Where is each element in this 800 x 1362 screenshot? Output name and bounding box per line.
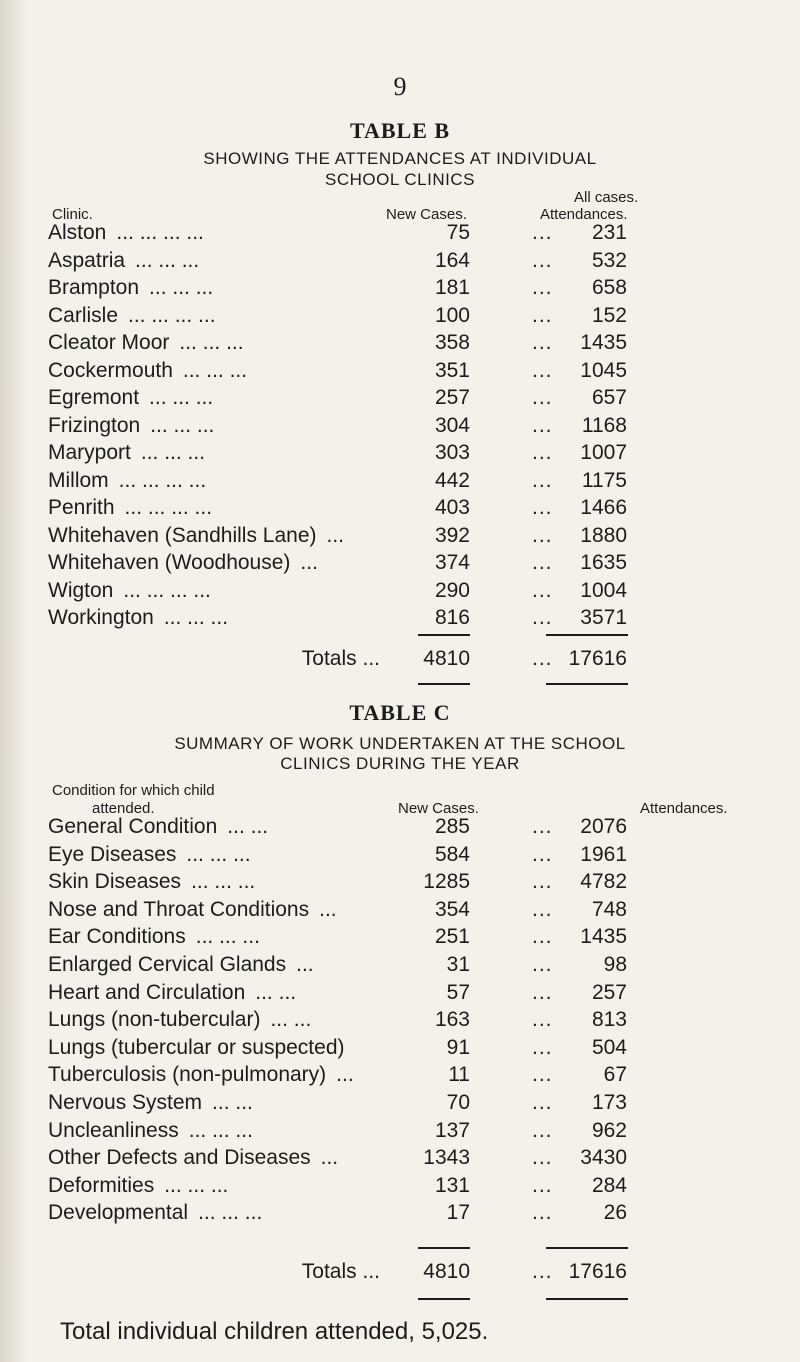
- table-b-row-leader-dots: ... ... ...: [135, 248, 200, 272]
- table-b-row-attendances: 658: [591, 276, 627, 299]
- table-b-row-attendances: 152: [591, 303, 627, 327]
- table-c-row-name: [48, 840, 251, 870]
- table-c-title: TABLE C: [349, 700, 451, 725]
- table-b-row-name: [48, 301, 216, 331]
- table-c-row-label: Other Defects and Diseases: [48, 1146, 311, 1170]
- table-b-row: [0, 576, 800, 606]
- table-b-row-label: Penrith: [48, 496, 115, 519]
- table-b-row-dots: ...: [532, 358, 553, 382]
- table-c-row-attendances: 504: [591, 1035, 627, 1059]
- table-b-row-dots: ...: [532, 413, 553, 437]
- table-c-row-new-cases: 11: [448, 1063, 470, 1087]
- table-b-row-dots: ...: [532, 276, 553, 299]
- table-c-row-dots: ...: [532, 870, 553, 894]
- table-b-row-leader-dots: ... ... ...: [149, 386, 214, 409]
- table-b-row-label: Wigton: [48, 578, 114, 602]
- table-b-row-dots: ...: [532, 303, 553, 327]
- table-c-totals-new: 4810: [423, 1260, 470, 1283]
- table-b-row-attendances: 1045: [580, 358, 627, 382]
- table-b-row-dots: ...: [532, 496, 553, 519]
- table-b-row: [0, 301, 800, 331]
- table-c-row-name: [48, 895, 337, 925]
- table-b-row-name: [48, 246, 199, 276]
- table-c-row-dots: ...: [532, 953, 553, 976]
- table-b-row-new-cases: 374: [434, 551, 470, 574]
- table-b-row: [0, 438, 800, 468]
- table-c-row-label: Nervous System: [48, 1091, 203, 1114]
- footer-total-children: Total individual children attended, 5,025.: [60, 1318, 489, 1345]
- table-b-row-attendances: 231: [591, 221, 627, 244]
- table-b-row: [0, 493, 800, 523]
- table-c-row-dots: ...: [532, 980, 553, 1004]
- table-b-row-label: Alston: [48, 221, 107, 244]
- table-c-row: [0, 1088, 800, 1118]
- table-b-row-label: Whitehaven (Woodhouse): [48, 551, 291, 574]
- table-c-row: [0, 1171, 800, 1201]
- table-b-row-dots: ...: [532, 578, 553, 602]
- table-c-row-attendances: 26: [603, 1201, 627, 1225]
- table-b-row-dots: ...: [532, 606, 553, 629]
- table-c-row-new-cases: 91: [446, 1035, 470, 1059]
- table-c-row-dots: ...: [532, 1173, 553, 1197]
- table-b-totals-label: Totals ...: [301, 647, 380, 670]
- table-b-row-name: [48, 411, 214, 441]
- table-c-row-label: Ear Conditions: [48, 925, 186, 949]
- table-b-sum-rule-new: [418, 634, 470, 636]
- table-b-row-attendances: 1466: [580, 496, 627, 519]
- table-b-row-name: [48, 328, 244, 358]
- table-b-row-dots: ...: [532, 386, 553, 409]
- table-c-row: [0, 895, 800, 925]
- table-c-header-condition-line1: Condition for which child: [52, 782, 215, 799]
- table-b-row-name: [48, 356, 247, 386]
- table-b-row-label: Maryport: [48, 441, 131, 464]
- table-b-row-attendances: 3571: [580, 606, 627, 629]
- table-b-row-dots: ...: [532, 331, 553, 354]
- table-c-row-leader-dots: ...: [336, 1063, 354, 1087]
- table-b-row-dots: ...: [532, 441, 553, 464]
- table-c-sum-rule-new: [418, 1247, 470, 1249]
- table-b-row-leader-dots: ...: [326, 523, 345, 547]
- table-c-row-attendances: 67: [603, 1063, 627, 1087]
- table-c-row: [0, 978, 800, 1008]
- table-c-row-label: Uncleanliness: [48, 1118, 179, 1142]
- table-c-row-attendances: 4782: [580, 870, 627, 894]
- table-b-row-attendances: 1007: [580, 441, 627, 464]
- table-c-row-label: Lungs (tubercular or suspected): [48, 1035, 345, 1059]
- table-c-row-new-cases: 70: [446, 1091, 470, 1114]
- table-c-row-name: [48, 1198, 262, 1228]
- table-c-row-leader-dots: ... ...: [270, 1008, 312, 1032]
- table-c-totals-attendances: 17616: [568, 1260, 627, 1283]
- table-b-row-name: [48, 466, 206, 496]
- table-b-row-leader-dots: ...: [300, 551, 318, 574]
- table-b-totals-row: [0, 644, 800, 674]
- table-c-row-new-cases: 131: [434, 1173, 470, 1197]
- table-c-row-attendances: 1961: [580, 842, 627, 866]
- table-c-row-attendances: 98: [603, 953, 627, 976]
- table-b-row-new-cases: 816: [434, 606, 470, 629]
- table-c-row-leader-dots: ... ... ...: [191, 870, 256, 894]
- table-c-row-leader-dots: ... ... ...: [164, 1173, 229, 1197]
- table-c-subtitle-line2: CLINICS DURING THE YEAR: [280, 754, 520, 773]
- table-c-row-label: Heart and Circulation: [48, 980, 246, 1004]
- table-b-row-new-cases: 181: [434, 276, 470, 299]
- table-c-row-attendances: 173: [591, 1091, 627, 1114]
- table-b-row-name: [48, 438, 205, 468]
- table-c-row-dots: ...: [532, 1118, 553, 1142]
- table-b-row: [0, 383, 800, 413]
- table-b-row-dots: ...: [532, 248, 553, 272]
- table-c-row-new-cases: 31: [446, 953, 470, 976]
- table-b-row-attendances: 1635: [580, 551, 627, 574]
- table-c-header-new: New Cases.: [398, 800, 479, 817]
- table-c-totals-dots: ...: [532, 1260, 553, 1283]
- table-c-row: [0, 812, 800, 842]
- table-b-subtitle-line2: SCHOOL CLINICS: [325, 170, 475, 189]
- table-b-sum-rule-attendances: [546, 634, 628, 636]
- table-b-row-attendances: 1435: [580, 331, 627, 354]
- table-c-row-leader-dots: ... ... ...: [188, 1118, 253, 1142]
- table-b-row-attendances: 1004: [580, 578, 627, 602]
- table-c-row-name: [48, 978, 296, 1008]
- table-c-row: [0, 922, 800, 952]
- table-b-row-attendances: 1168: [581, 413, 627, 437]
- table-b-row-leader-dots: ... ... ... ...: [116, 221, 204, 244]
- table-c-row-dots: ...: [532, 897, 553, 921]
- table-b-row-label: Aspatria: [48, 248, 126, 272]
- table-c-row-label: Nose and Throat Conditions: [48, 897, 310, 921]
- table-b-row-dots: ...: [532, 523, 553, 547]
- table-c-row-leader-dots: ... ...: [227, 815, 269, 838]
- table-c-row-leader-dots: ... ...: [255, 980, 297, 1004]
- table-c-row-attendances: 3430: [580, 1146, 627, 1170]
- table-c-row-new-cases: 1343: [423, 1146, 470, 1170]
- table-c-row-attendances: 813: [591, 1008, 627, 1032]
- table-c-row-leader-dots: ...: [320, 1146, 339, 1170]
- table-c-row-name: [48, 867, 255, 897]
- table-b-row: [0, 411, 800, 441]
- table-b-row-new-cases: 75: [446, 221, 470, 244]
- table-b-row: [0, 521, 800, 551]
- table-b-row-new-cases: 290: [434, 578, 470, 602]
- table-c-row-new-cases: 251: [434, 925, 470, 949]
- table-b-row-new-cases: 164: [434, 248, 470, 272]
- table-c-row-name: [48, 1060, 354, 1090]
- table-c-row-new-cases: 17: [446, 1201, 470, 1225]
- table-b-row-name: [48, 493, 212, 523]
- table-b-row-leader-dots: ... ... ... ...: [128, 303, 216, 327]
- table-c-row-leader-dots: ... ... ...: [195, 925, 260, 949]
- table-c-row-label: Tuberculosis (non-pulmonary): [48, 1063, 327, 1087]
- table-c-row: [0, 867, 800, 897]
- table-c-row-name: [48, 950, 314, 980]
- table-b-row: [0, 246, 800, 276]
- table-c-row-attendances: 257: [591, 980, 627, 1004]
- table-b-totals-dots: ...: [532, 647, 553, 670]
- table-b-row-label: Egremont: [48, 386, 140, 409]
- table-c-sum-rule-attendances: [546, 1247, 628, 1249]
- table-b-row-name: [48, 383, 213, 413]
- table-b-row-new-cases: 442: [434, 468, 470, 492]
- table-b-title: TABLE B: [349, 118, 451, 143]
- table-b-totals-attendances: 17616: [568, 647, 627, 670]
- table-c-row-label: Skin Diseases: [48, 870, 182, 894]
- table-c-row-name: [48, 812, 268, 842]
- table-c-row-attendances: 2076: [580, 815, 627, 838]
- table-c-row: [0, 840, 800, 870]
- table-b-header-attendances: Attendances.: [540, 206, 628, 223]
- table-b-row-name: [48, 218, 204, 248]
- table-c-row-dots: ...: [532, 1063, 553, 1087]
- table-c-row-attendances: 284: [591, 1173, 627, 1197]
- table-c-total-rule-attendances: [546, 1298, 628, 1300]
- table-b-row-leader-dots: ... ... ... ...: [118, 468, 207, 492]
- table-c-row-label: General Condition: [48, 815, 218, 838]
- table-c-row: [0, 1060, 800, 1090]
- table-b-row-label: Cockermouth: [48, 358, 173, 382]
- table-b-row-leader-dots: ... ... ...: [140, 441, 206, 464]
- table-c-row-new-cases: 285: [434, 815, 470, 838]
- table-b-row-label: Carlisle: [48, 303, 119, 327]
- table-b-row-name: [48, 603, 228, 633]
- table-b-row-name: [48, 273, 213, 303]
- table-c-row-new-cases: 163: [434, 1008, 470, 1032]
- table-b-row-new-cases: 351: [434, 358, 470, 382]
- page-number: 9: [393, 72, 407, 101]
- table-c-row: [0, 950, 800, 980]
- table-c-row-dots: ...: [532, 815, 553, 838]
- table-b-row-leader-dots: ... ... ...: [150, 413, 215, 437]
- table-c-row-dots: ...: [532, 925, 553, 949]
- table-b-row-leader-dots: ... ... ...: [163, 606, 229, 629]
- table-c-row-label: Deformities: [48, 1173, 155, 1197]
- table-b-row-new-cases: 257: [434, 386, 470, 409]
- table-b-row-new-cases: 392: [434, 523, 470, 547]
- table-c-row-new-cases: 137: [434, 1118, 470, 1142]
- table-b-row-label: Frizington: [48, 413, 141, 437]
- table-c-row-leader-dots: ...: [319, 897, 337, 921]
- table-b-header-all-cases: All cases.: [574, 189, 639, 206]
- table-c-row-new-cases: 354: [434, 897, 470, 921]
- table-c-row-attendances: 1435: [580, 925, 627, 949]
- table-b-row-label: Whitehaven (Sandhills Lane): [48, 523, 317, 547]
- table-c-row-name: [48, 1033, 355, 1063]
- table-b-header-new: New Cases.: [386, 206, 467, 223]
- table-c-row-label: Developmental: [48, 1201, 189, 1225]
- table-b-total-rule-new: [418, 683, 470, 685]
- table-b-row-dots: ...: [532, 468, 553, 492]
- table-c-row-name: [48, 1088, 253, 1118]
- table-c-row-name: [48, 1171, 228, 1201]
- table-c-row-label: Enlarged Cervical Glands: [48, 953, 287, 976]
- table-c-row-dots: ...: [532, 1035, 553, 1059]
- table-c-totals-label: Totals ...: [301, 1260, 380, 1283]
- table-c-row-name: [48, 922, 260, 952]
- table-b-row-leader-dots: ... ... ...: [182, 358, 248, 382]
- table-c-row-dots: ...: [532, 1146, 553, 1170]
- table-b-row-attendances: 657: [591, 386, 627, 409]
- table-b-row: [0, 328, 800, 358]
- table-b-row-new-cases: 358: [434, 331, 470, 354]
- table-b-row: [0, 548, 800, 578]
- table-c-row-leader-dots: ...: [296, 953, 314, 976]
- table-c-row-leader-dots: ... ... ...: [198, 1201, 263, 1225]
- table-b-row-name: [48, 548, 318, 578]
- table-c-row-leader-dots: ... ...: [212, 1091, 253, 1114]
- table-b-row-name: [48, 521, 344, 551]
- table-b-row-leader-dots: ... ... ...: [179, 331, 244, 354]
- table-b-header-clinic: Clinic.: [52, 206, 93, 223]
- table-b-row-attendances: 1880: [580, 523, 627, 547]
- table-c-row-new-cases: 584: [434, 842, 470, 866]
- table-b-row-new-cases: 403: [434, 496, 470, 519]
- table-c-row-label: Lungs (non-tubercular): [48, 1008, 261, 1032]
- table-b-row: [0, 273, 800, 303]
- table-b-row-label: Workington: [48, 606, 154, 629]
- table-b-row: [0, 356, 800, 386]
- table-c-row-attendances: 748: [591, 897, 627, 921]
- table-b-row-attendances: 532: [591, 248, 627, 272]
- table-c-row: [0, 1033, 800, 1063]
- table-c-row: [0, 1116, 800, 1146]
- table-b-totals-new: 4810: [423, 647, 470, 670]
- table-b-row-new-cases: 303: [434, 441, 470, 464]
- table-b-row-leader-dots: ... ... ... ...: [123, 578, 211, 602]
- table-c-row-label: Eye Diseases: [48, 842, 177, 866]
- table-c-row: [0, 1143, 800, 1173]
- table-c-row-dots: ...: [532, 842, 553, 866]
- table-c-row-name: [48, 1143, 338, 1173]
- table-b-row: [0, 603, 800, 633]
- table-c-row-dots: ...: [532, 1008, 553, 1032]
- table-c-header-attendances: Attendances.: [640, 800, 728, 817]
- table-b-row-leader-dots: ... ... ... ...: [124, 496, 213, 519]
- table-b-row-new-cases: 304: [434, 413, 470, 437]
- table-b-row-label: Millom: [48, 468, 109, 492]
- table-c-row-dots: ...: [532, 1201, 553, 1225]
- table-c-subtitle-line1: SUMMARY OF WORK UNDERTAKEN AT THE SCHOOL: [174, 734, 626, 753]
- table-c-row-name: [48, 1116, 253, 1146]
- table-b-total-rule-attendances: [546, 683, 628, 685]
- table-b-row-leader-dots: ... ... ...: [149, 276, 214, 299]
- table-b-row: [0, 218, 800, 248]
- table-c-row-attendances: 962: [591, 1118, 627, 1142]
- table-c-row: [0, 1005, 800, 1035]
- table-c-row-new-cases: 57: [446, 980, 470, 1004]
- table-b-row-dots: ...: [532, 221, 553, 244]
- table-b-row-dots: ...: [532, 551, 553, 574]
- table-c-header-condition-line2: attended.: [92, 800, 155, 817]
- table-b-row-label: Brampton: [48, 276, 140, 299]
- table-c-total-rule-new: [418, 1298, 470, 1300]
- table-b-subtitle-line1: SHOWING THE ATTENDANCES AT INDIVIDUAL: [203, 149, 597, 168]
- table-c-row: [0, 1198, 800, 1228]
- table-c-row-name: [48, 1005, 311, 1035]
- table-c-row-dots: ...: [532, 1091, 553, 1114]
- table-b-row-name: [48, 576, 211, 606]
- table-c-totals-row: [0, 1257, 800, 1287]
- table-b-row-new-cases: 100: [434, 303, 470, 327]
- table-b-row: [0, 466, 800, 496]
- table-b-row-attendances: 1175: [581, 468, 627, 492]
- table-c-row-new-cases: 1285: [423, 870, 470, 894]
- table-c-row-leader-dots: ... ... ...: [186, 842, 251, 866]
- table-b-row-label: Cleator Moor: [48, 331, 170, 354]
